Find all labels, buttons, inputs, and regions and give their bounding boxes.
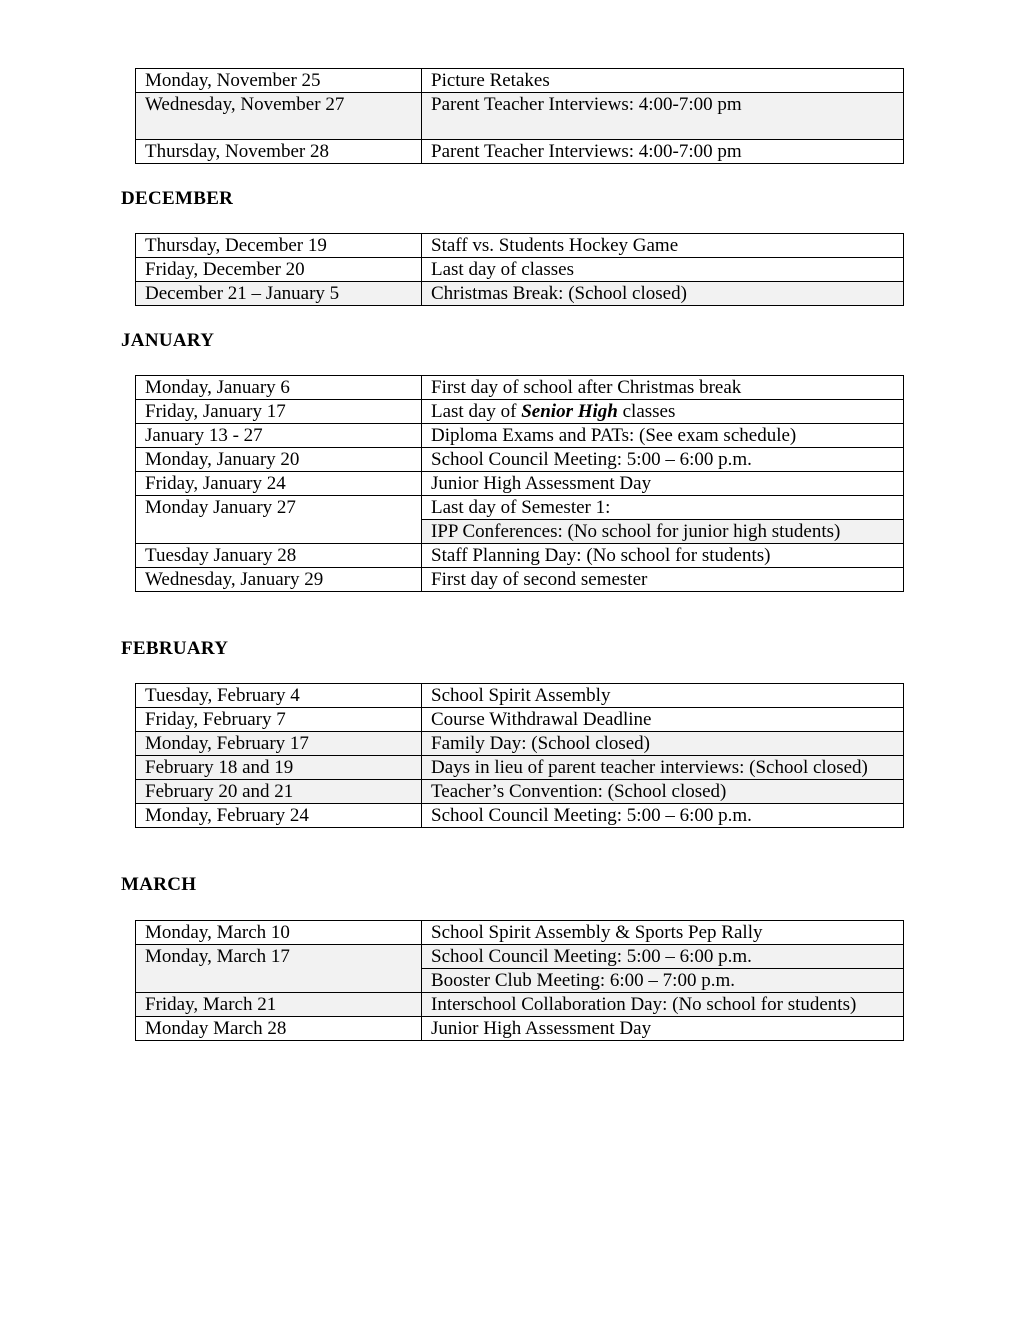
- date-cell: February 20 and 21: [136, 780, 422, 804]
- table-row: [136, 568, 904, 592]
- event-cell: Last day of classes: [422, 258, 904, 282]
- event-cell: Booster Club Meeting: 6:00 – 7:00 p.m.: [422, 969, 904, 993]
- table-row: [136, 993, 904, 1017]
- date-cell: Tuesday January 28: [136, 544, 422, 568]
- date-cell: Friday, January 17: [136, 400, 422, 424]
- table-row: [136, 282, 904, 306]
- table-row: [136, 258, 904, 282]
- date-cell: Monday, March 10: [136, 921, 422, 945]
- event-cell: Christmas Break: (School closed): [422, 282, 904, 306]
- table-row: [136, 756, 904, 780]
- event-cell: Course Withdrawal Deadline: [422, 708, 904, 732]
- table-row: [136, 234, 904, 258]
- date-cell: Friday, February 7: [136, 708, 422, 732]
- date-cell: Thursday, December 19: [136, 234, 422, 258]
- event-text: Last day of: [431, 401, 522, 422]
- date-cell: Friday, January 24: [136, 472, 422, 496]
- event-cell: Interschool Collaboration Day: (No school for students): [422, 993, 904, 1017]
- event-cell: Parent Teacher Interviews: 4:00-7:00 pm: [422, 93, 904, 140]
- date-cell: Monday March 28: [136, 1017, 422, 1041]
- table-row: [136, 424, 904, 448]
- event-cell: Parent Teacher Interviews: 4:00-7:00 pm: [422, 140, 904, 164]
- date-cell: Monday, January 20: [136, 448, 422, 472]
- date-cell: Friday, March 21: [136, 993, 422, 1017]
- event-cell: Last day of Semester 1:: [422, 496, 904, 520]
- date-cell: February 18 and 19: [136, 756, 422, 780]
- event-cell: Teacher’s Convention: (School closed): [422, 780, 904, 804]
- event-text: classes: [617, 401, 676, 422]
- section-heading-february: FEBRUARY: [121, 638, 229, 659]
- january-table: [135, 375, 904, 592]
- event-cell: IPP Conferences: (No school for junior high students): [422, 520, 904, 544]
- emphasis-text: Senior High: [521, 401, 618, 422]
- march-table: [135, 920, 904, 1041]
- table-row: [136, 684, 904, 708]
- february-table: [135, 683, 904, 828]
- event-cell: School Spirit Assembly: [422, 684, 904, 708]
- table-row: [136, 400, 904, 424]
- section-heading-december: DECEMBER: [121, 188, 234, 209]
- event-cell: First day of second semester: [422, 568, 904, 592]
- date-cell: December 21 – January 5: [136, 282, 422, 306]
- event-cell: Staff Planning Day: (No school for students): [422, 544, 904, 568]
- table-row: [136, 376, 904, 400]
- date-cell: Wednesday, November 27: [136, 93, 422, 140]
- date-cell: January 13 - 27: [136, 424, 422, 448]
- date-cell: Friday, December 20: [136, 258, 422, 282]
- table-row: [136, 544, 904, 568]
- table-row: [136, 93, 904, 140]
- table-row: [136, 69, 904, 93]
- date-cell: Wednesday, January 29: [136, 568, 422, 592]
- event-cell: First day of school after Christmas break: [422, 376, 904, 400]
- table-row: [136, 921, 904, 945]
- table-row: [136, 448, 904, 472]
- date-cell: Monday, February 17: [136, 732, 422, 756]
- event-cell: Days in lieu of parent teacher interviews: (School closed): [422, 756, 904, 780]
- december-table: [135, 233, 904, 306]
- table-row: [136, 1017, 904, 1041]
- table-row: [136, 708, 904, 732]
- date-cell: Monday January 27: [136, 496, 422, 544]
- table-row: [136, 780, 904, 804]
- table-row: [136, 472, 904, 496]
- event-cell: School Council Meeting: 5:00 – 6:00 p.m.: [422, 945, 904, 969]
- table-row: [136, 945, 904, 969]
- event-cell: School Council Meeting: 5:00 – 6:00 p.m.: [422, 804, 904, 828]
- section-heading-march: MARCH: [121, 874, 197, 895]
- event-cell: Picture Retakes: [422, 69, 904, 93]
- event-cell: School Council Meeting: 5:00 – 6:00 p.m.: [422, 448, 904, 472]
- table-row: [136, 804, 904, 828]
- event-cell: Junior High Assessment Day: [422, 472, 904, 496]
- date-cell: Monday, March 17: [136, 945, 422, 993]
- date-cell: Tuesday, February 4: [136, 684, 422, 708]
- event-cell: Diploma Exams and PATs: (See exam schedule): [422, 424, 904, 448]
- table-row: [136, 732, 904, 756]
- date-cell: Monday, January 6: [136, 376, 422, 400]
- november-table: [135, 68, 904, 164]
- event-cell: Family Day: (School closed): [422, 732, 904, 756]
- section-heading-january: JANUARY: [121, 330, 215, 351]
- table-row: [136, 496, 904, 520]
- event-cell: [422, 400, 904, 424]
- event-cell: Junior High Assessment Day: [422, 1017, 904, 1041]
- event-cell: School Spirit Assembly & Sports Pep Rally: [422, 921, 904, 945]
- date-cell: Thursday, November 28: [136, 140, 422, 164]
- date-cell: Monday, November 25: [136, 69, 422, 93]
- date-cell: Monday, February 24: [136, 804, 422, 828]
- table-row: [136, 140, 904, 164]
- event-cell: Staff vs. Students Hockey Game: [422, 234, 904, 258]
